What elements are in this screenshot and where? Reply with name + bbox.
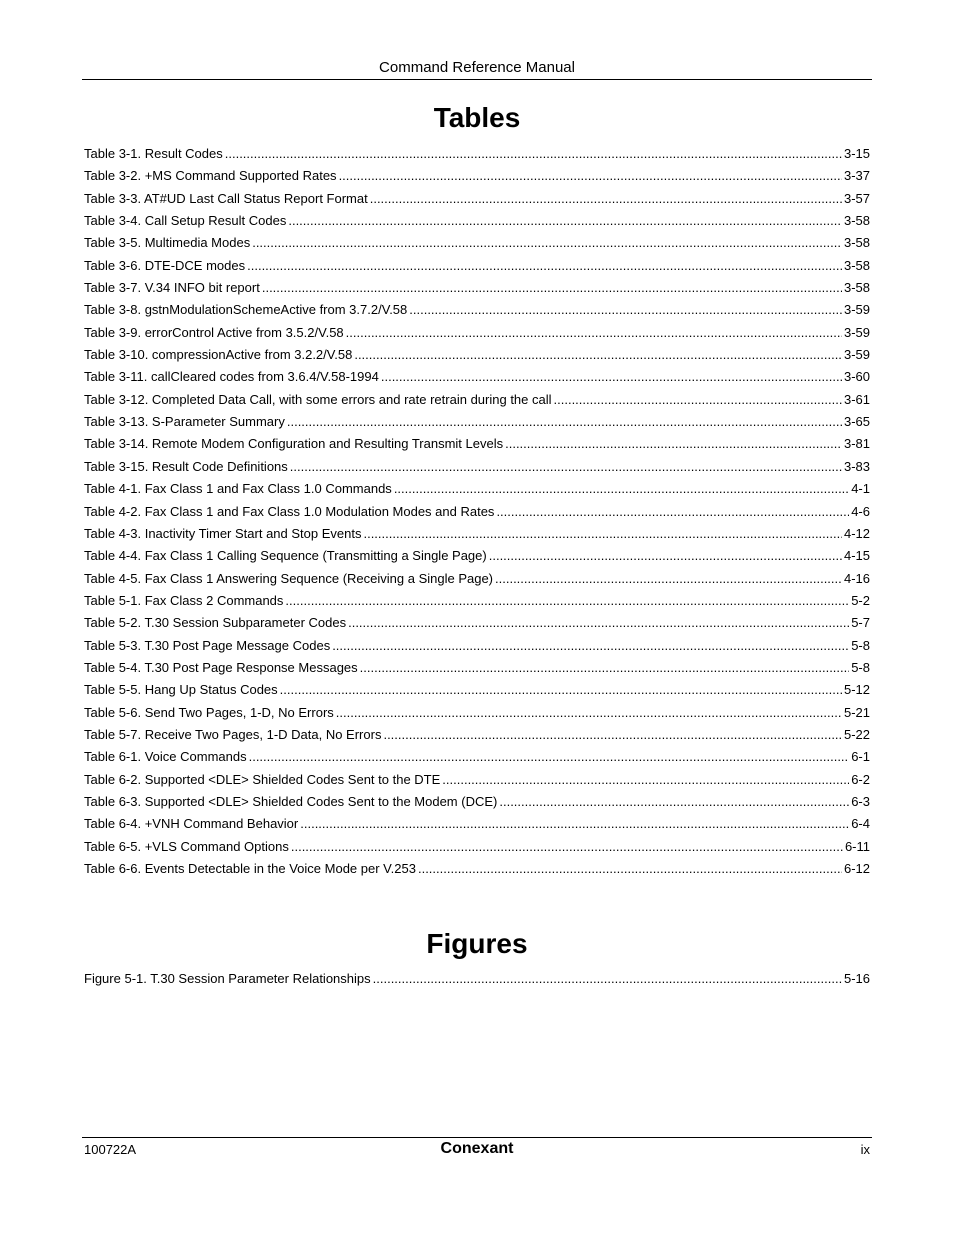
page-number: ix	[860, 1142, 870, 1157]
toc-entry-label: Table 3-15. Result Code Definitions	[84, 458, 288, 474]
toc-dot-leader	[409, 301, 842, 319]
toc-entry-label: Table 3-14. Remote Modem Configuration and Resulting Transmit Levels	[84, 436, 504, 452]
toc-entry[interactable]	[84, 368, 870, 390]
toc-entry-label: Table 5-3. T.30 Post Page Message Codes	[84, 637, 331, 653]
figures-heading: Figures	[426, 928, 528, 959]
toc-entry-label: Table 3-3. AT#UD Last Call Status Report Format	[84, 190, 368, 206]
toc-entry-page: 5-8	[851, 637, 870, 653]
toc-entry-page: 3-59	[843, 302, 870, 318]
toc-entry[interactable]	[84, 480, 870, 502]
toc-entry-page: 3-60	[843, 369, 870, 385]
toc-dot-leader	[354, 346, 842, 364]
toc-entry-label: Table 6-1. Voice Commands	[84, 749, 247, 765]
toc-entry-page: 3-58	[843, 235, 870, 251]
toc-dot-leader	[554, 391, 842, 409]
toc-entry-page: 3-37	[843, 168, 870, 184]
toc-entry-label: Table 4-5. Fax Class 1 Answering Sequence (Receiving a Single Page)	[84, 570, 494, 586]
toc-entry-label: Table 4-3. Inactivity Timer Start and Stop Events	[84, 525, 362, 541]
toc-dot-leader	[348, 614, 849, 632]
toc-dot-leader	[495, 570, 842, 588]
toc-entry-page: 6-4	[851, 816, 870, 832]
figures-toc-list	[84, 970, 870, 992]
toc-dot-leader	[496, 503, 849, 521]
toc-entry-label: Table 4-1. Fax Class 1 and Fax Class 1.0 Commands	[84, 481, 392, 497]
toc-dot-leader	[280, 681, 842, 699]
toc-entry-label: Table 6-4. +VNH Command Behavior	[84, 816, 299, 832]
toc-entry-page: 3-81	[843, 436, 870, 452]
toc-entry[interactable]	[84, 659, 870, 681]
toc-entry-page: 3-58	[843, 280, 870, 296]
toc-entry[interactable]	[84, 547, 870, 569]
toc-entry-label: Table 5-4. T.30 Post Page Response Messages	[84, 659, 358, 675]
toc-entry[interactable]	[84, 458, 870, 480]
toc-entry[interactable]	[84, 391, 870, 413]
toc-dot-leader	[252, 234, 842, 252]
toc-entry-page: 5-12	[843, 682, 870, 698]
toc-entry[interactable]	[84, 525, 870, 547]
toc-entry-label: Table 5-2. T.30 Session Subparameter Codes	[84, 615, 347, 631]
toc-entry-label: Table 3-8. gstnModulationSchemeActive from 3.7.2/V.58	[84, 302, 408, 318]
toc-entry-label: Table 3-2. +MS Command Supported Rates	[84, 168, 337, 184]
toc-entry-page: 5-22	[843, 726, 870, 742]
toc-entry[interactable]	[84, 704, 870, 726]
toc-entry[interactable]	[84, 145, 870, 167]
toc-entry-page: 4-15	[843, 548, 870, 564]
toc-dot-leader	[383, 726, 842, 744]
running-header: Command Reference Manual	[379, 59, 575, 76]
toc-entry-page: 3-59	[843, 347, 870, 363]
toc-entry-page: 5-16	[843, 971, 870, 986]
toc-entry-label: Table 3-5. Multimedia Modes	[84, 235, 251, 251]
toc-dot-leader	[288, 212, 842, 230]
company-name: Conexant	[440, 1140, 514, 1157]
toc-dot-leader	[287, 413, 842, 431]
toc-entry-label: Table 3-1. Result Codes	[84, 146, 223, 161]
toc-entry[interactable]	[84, 637, 870, 659]
toc-entry[interactable]	[84, 279, 870, 301]
toc-entry-page: 4-6	[851, 503, 870, 519]
toc-dot-leader	[262, 279, 842, 297]
header-rule	[82, 79, 872, 80]
toc-entry-label: Table 3-9. errorControl Active from 3.5.2/V.58	[84, 324, 344, 340]
toc-entry-label: Table 3-10. compressionActive from 3.2.2/V.58	[84, 347, 353, 363]
toc-dot-leader	[394, 480, 849, 498]
toc-dot-leader	[489, 547, 842, 565]
toc-dot-leader	[363, 525, 842, 543]
toc-entry[interactable]	[84, 324, 870, 346]
tables-toc-list	[84, 145, 870, 882]
toc-dot-leader	[346, 324, 842, 342]
toc-dot-leader	[291, 838, 843, 856]
toc-entry-page: 6-3	[851, 793, 870, 809]
toc-entry[interactable]	[84, 167, 870, 189]
toc-entry-page: 6-11	[844, 838, 870, 854]
toc-dot-leader	[370, 190, 842, 208]
toc-entry-label: Table 3-11. callCleared codes from 3.6.4/V.58-1994	[84, 369, 379, 385]
toc-entry[interactable]	[84, 614, 870, 636]
toc-entry-page: 3-58	[843, 257, 870, 273]
toc-entry-page: 3-57	[843, 190, 870, 206]
toc-entry-page: 5-8	[851, 659, 870, 675]
toc-dot-leader	[285, 592, 849, 610]
toc-entry[interactable]	[84, 815, 870, 837]
toc-dot-leader	[332, 637, 849, 655]
footer-rule	[82, 1137, 872, 1138]
toc-entry-page: 3-59	[843, 324, 870, 340]
toc-entry[interactable]	[84, 570, 870, 592]
toc-entry-label: Table 4-2. Fax Class 1 and Fax Class 1.0 Modulation Modes and Rates	[84, 503, 495, 519]
toc-entry-label: Table 3-4. Call Setup Result Codes	[84, 213, 287, 229]
toc-entry-page: 4-1	[851, 481, 870, 497]
toc-entry[interactable]	[84, 435, 870, 457]
toc-entry[interactable]	[84, 793, 870, 815]
toc-entry-page: 3-15	[843, 146, 870, 161]
toc-entry-page: 3-58	[843, 213, 870, 229]
toc-dot-leader	[336, 704, 842, 722]
toc-dot-leader	[499, 793, 849, 811]
toc-dot-leader	[381, 368, 842, 386]
toc-entry-page: 3-65	[843, 414, 870, 430]
toc-entry[interactable]	[84, 234, 870, 256]
toc-entry[interactable]	[84, 860, 870, 882]
toc-entry-page: 4-12	[843, 525, 870, 541]
toc-dot-leader	[290, 458, 842, 476]
toc-dot-leader	[247, 257, 842, 275]
toc-dot-leader	[373, 970, 842, 988]
toc-entry[interactable]	[84, 301, 870, 323]
toc-entry-label: Table 4-4. Fax Class 1 Calling Sequence (Transmitting a Single Page)	[84, 548, 487, 564]
toc-entry-label: Table 6-2. Supported <DLE> Shielded Codes Sent to the DTE	[84, 771, 441, 787]
toc-dot-leader	[300, 815, 849, 833]
toc-entry-label: Table 5-5. Hang Up Status Codes	[84, 682, 278, 698]
toc-entry-label: Table 3-7. V.34 INFO bit report	[84, 280, 260, 296]
toc-entry-page: 5-7	[851, 615, 870, 631]
toc-entry[interactable]	[84, 413, 870, 435]
toc-entry-page: 6-1	[851, 749, 870, 765]
toc-dot-leader	[249, 748, 850, 766]
toc-entry-page: 5-2	[851, 592, 870, 608]
toc-entry[interactable]	[84, 838, 870, 860]
toc-entry-label: Table 5-1. Fax Class 2 Commands	[84, 592, 284, 608]
toc-entry[interactable]	[84, 726, 870, 748]
toc-entry[interactable]	[84, 503, 870, 525]
document-number: 100722A	[84, 1142, 137, 1157]
toc-dot-leader	[225, 145, 842, 163]
toc-entry-page: 6-12	[843, 861, 870, 876]
toc-entry[interactable]	[84, 748, 870, 770]
toc-entry[interactable]	[84, 346, 870, 368]
toc-entry-page: 5-21	[843, 704, 870, 720]
toc-entry-page: 3-61	[843, 391, 870, 407]
toc-entry-label: Table 6-6. Events Detectable in the Voice Mode per V.253	[84, 861, 416, 876]
toc-dot-leader	[442, 771, 849, 789]
toc-dot-leader	[418, 860, 842, 878]
toc-entry[interactable]	[84, 970, 870, 992]
toc-entry-label: Table 5-6. Send Two Pages, 1-D, No Errors	[84, 704, 334, 720]
toc-entry-page: 3-83	[843, 458, 870, 474]
toc-entry-label: Table 3-12. Completed Data Call, with some errors and rate retrain during the call	[84, 391, 552, 407]
toc-entry-label: Table 5-7. Receive Two Pages, 1-D Data, No Errors	[84, 726, 382, 742]
toc-entry-page: 4-16	[843, 570, 870, 586]
toc-dot-leader	[339, 167, 842, 185]
toc-dot-leader	[360, 659, 850, 677]
toc-entry[interactable]	[84, 257, 870, 279]
toc-entry-label: Figure 5-1. T.30 Session Parameter Relationships	[84, 971, 371, 986]
tables-heading: Tables	[433, 102, 521, 133]
toc-entry[interactable]	[84, 771, 870, 793]
toc-entry[interactable]	[84, 592, 870, 614]
toc-entry-label: Table 3-13. S-Parameter Summary	[84, 414, 285, 430]
toc-entry[interactable]	[84, 190, 870, 212]
toc-entry[interactable]	[84, 681, 870, 703]
toc-entry-label: Table 6-5. +VLS Command Options	[84, 838, 289, 854]
toc-entry-label: Table 6-3. Supported <DLE> Shielded Codes Sent to the Modem (DCE)	[84, 793, 498, 809]
toc-entry-label: Table 3-6. DTE-DCE modes	[84, 257, 246, 273]
toc-entry[interactable]	[84, 212, 870, 234]
toc-dot-leader	[505, 435, 842, 453]
toc-entry-page: 6-2	[851, 771, 870, 787]
